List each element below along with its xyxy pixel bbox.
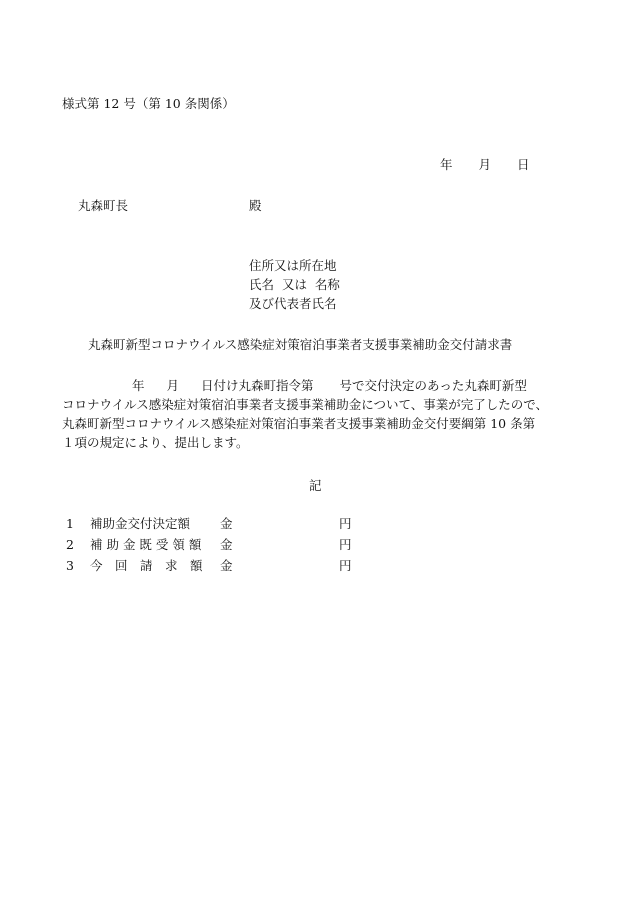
applicant-representative-label: 及び代表者氏名 [249,296,337,311]
item-label: 補 助 金 既 受 領 額 [90,537,202,552]
body-line-2: コロナウイルス感染症対策宿泊事業者支援事業補助金について、事業が完了したので、 [62,397,549,412]
body-month: 月 [166,378,180,393]
item-yen: 円 [339,558,352,573]
applicant-block [249,258,340,315]
date-year: 年 [440,157,453,172]
body-year: 年 [132,378,145,393]
body-line-3: 丸森町新型コロナウイルス感染症対策宿泊事業者支援事業補助金交付要綱第 10 条第 [62,416,536,431]
ki-heading: 記 [309,478,322,493]
item-number: 3 [66,558,74,573]
item-number: 1 [66,516,74,531]
applicant-name-label: 氏名 又は 名称 [249,277,340,292]
addressee: 丸森町長 [78,198,129,213]
item-yen: 円 [339,537,352,552]
item-label: 補助金交付決定額 [90,516,191,531]
item-label: 今 回 請 求 額 [90,558,203,573]
document-title: 丸森町新型コロナウイルス感染症対策宿泊事業者支援事業補助金交付請求書 [88,337,513,352]
item-kin: 金 [220,558,233,573]
body-line-1 [62,376,582,395]
applicant-address-label: 住所又は所在地 [249,258,337,273]
form-number: 様式第 12 号（第 10 条関係） [62,96,235,111]
body-text-2: 号で交付決定のあった丸森町新型 [339,378,527,393]
body-paragraph [62,376,582,452]
date-line [440,157,530,173]
item-number: 2 [66,537,74,552]
date-day: 日 [517,157,530,172]
body-text-1: 日付け丸森町指令第 [201,378,314,393]
item-kin: 金 [220,537,233,552]
body-line-4: １項の規定により、提出します。 [62,435,249,450]
item-kin: 金 [220,516,233,531]
date-month: 月 [478,157,492,172]
honorific: 殿 [249,198,262,213]
item-yen: 円 [339,516,352,531]
